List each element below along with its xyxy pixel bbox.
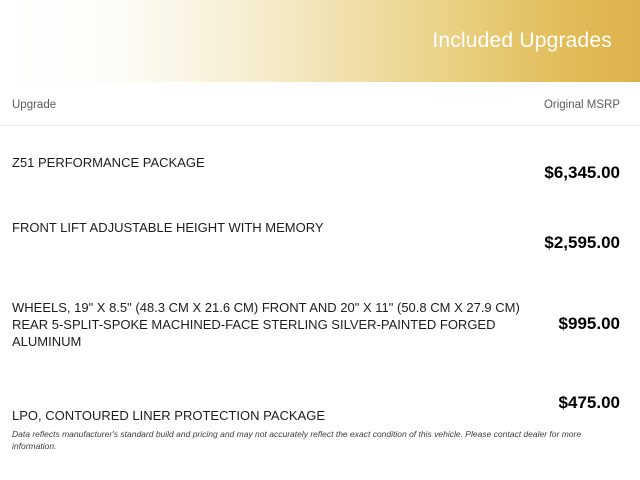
column-header-upgrade: Upgrade	[12, 99, 57, 111]
table-header-row	[0, 82, 640, 126]
table-row	[0, 126, 640, 198]
table-row	[0, 198, 640, 272]
upgrade-name: WHEELS, 19" X 8.5" (48.3 CM X 21.6 CM) FRONT AND 20" X 11" (50.8 CM X 27.9 CM) REAR 5-SPLIT-SPOKE MACHINED-FACE STERLING SILVER-PAINTED FORGED ALUMINUM	[12, 299, 520, 349]
upgrade-price: $475.00	[558, 393, 620, 412]
upgrades-table	[0, 82, 640, 438]
table-row	[0, 272, 640, 376]
upgrade-name: FRONT LIFT ADJUSTABLE HEIGHT WITH MEMORY	[12, 219, 324, 235]
upgrade-price: $6,345.00	[544, 163, 620, 182]
upgrade-name: Z51 PERFORMANCE PACKAGE	[12, 154, 205, 170]
upgrade-price: $995.00	[558, 314, 620, 333]
disclaimer	[0, 428, 640, 452]
upgrade-price: $2,595.00	[544, 233, 620, 252]
column-header-msrp: Original MSRP	[543, 99, 620, 111]
page-title: Included Upgrades	[432, 29, 612, 52]
panel-header	[0, 0, 640, 82]
disclaimer-text: Data reflects manufacturer's standard build and pricing and may not accurately reflect the exact condition of this vehicle. Please contact dealer for more information.	[12, 429, 582, 451]
upgrade-name: LPO, CONTOURED LINER PROTECTION PACKAGE	[12, 407, 326, 423]
